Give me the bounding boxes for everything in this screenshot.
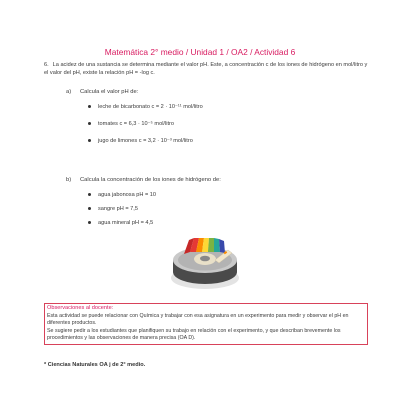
part-a-list bbox=[88, 103, 203, 154]
part-b-list bbox=[88, 191, 156, 233]
problem-statement bbox=[44, 61, 370, 77]
observations-title: Observaciones al docente: bbox=[47, 305, 114, 311]
list-item: sangre pH = 7,5 bbox=[88, 205, 156, 219]
observations-paragraph-2: Se sugiere pedir a los estudiantes que planifiquen su trabajo en relación con el experimento, y que describan brevemente los procedimientos y las observaciones de manera precisa (OA D). bbox=[47, 327, 341, 342]
observations-paragraph-1: Esta actividad se puede relacionar con Química y trabajar con esa asignatura en un experimento para medir y observar el pH en diferentes productos. bbox=[47, 313, 349, 327]
part-a-letter: a) bbox=[66, 89, 72, 95]
problem-number: 6. bbox=[44, 62, 49, 68]
part-b-letter: b) bbox=[66, 177, 72, 183]
ph-indicator-tape-image bbox=[168, 222, 242, 296]
footnote: * Ciencias Naturales OA j de 2° medio. bbox=[44, 362, 146, 368]
page-title: Matemática 2° medio / Unidad 1 / OA2 / Actividad 6 bbox=[104, 47, 296, 57]
list-item: tomates c = 6,3 · 10⁻⁵ mol/litro bbox=[88, 120, 203, 137]
problem-text: La acidez de una sustancia se determina mediante el valor pH. Este, a concentración c de los iones de hidrógeno en mol/litro y el valor del pH, existe la relación pH = -log c. bbox=[44, 62, 368, 76]
part-b-label: Calcula la concentración de los iones de hidrógeno de: bbox=[80, 177, 221, 183]
part-a-label: Calcula el valor pH de: bbox=[80, 89, 139, 95]
list-item: agua mineral pH = 4,5 bbox=[88, 219, 156, 233]
list-item: agua jabonosa pH = 10 bbox=[88, 191, 156, 205]
observations-text bbox=[47, 313, 365, 343]
list-item: jugo de limones c = 3,2 · 10⁻³ mol/litro bbox=[88, 137, 203, 154]
list-item: leche de bicarbonato c = 2 · 10⁻¹¹ mol/litro bbox=[88, 103, 203, 120]
part-a-heading bbox=[66, 89, 138, 95]
teacher-observations-box bbox=[44, 303, 368, 345]
part-b-heading bbox=[66, 177, 221, 183]
